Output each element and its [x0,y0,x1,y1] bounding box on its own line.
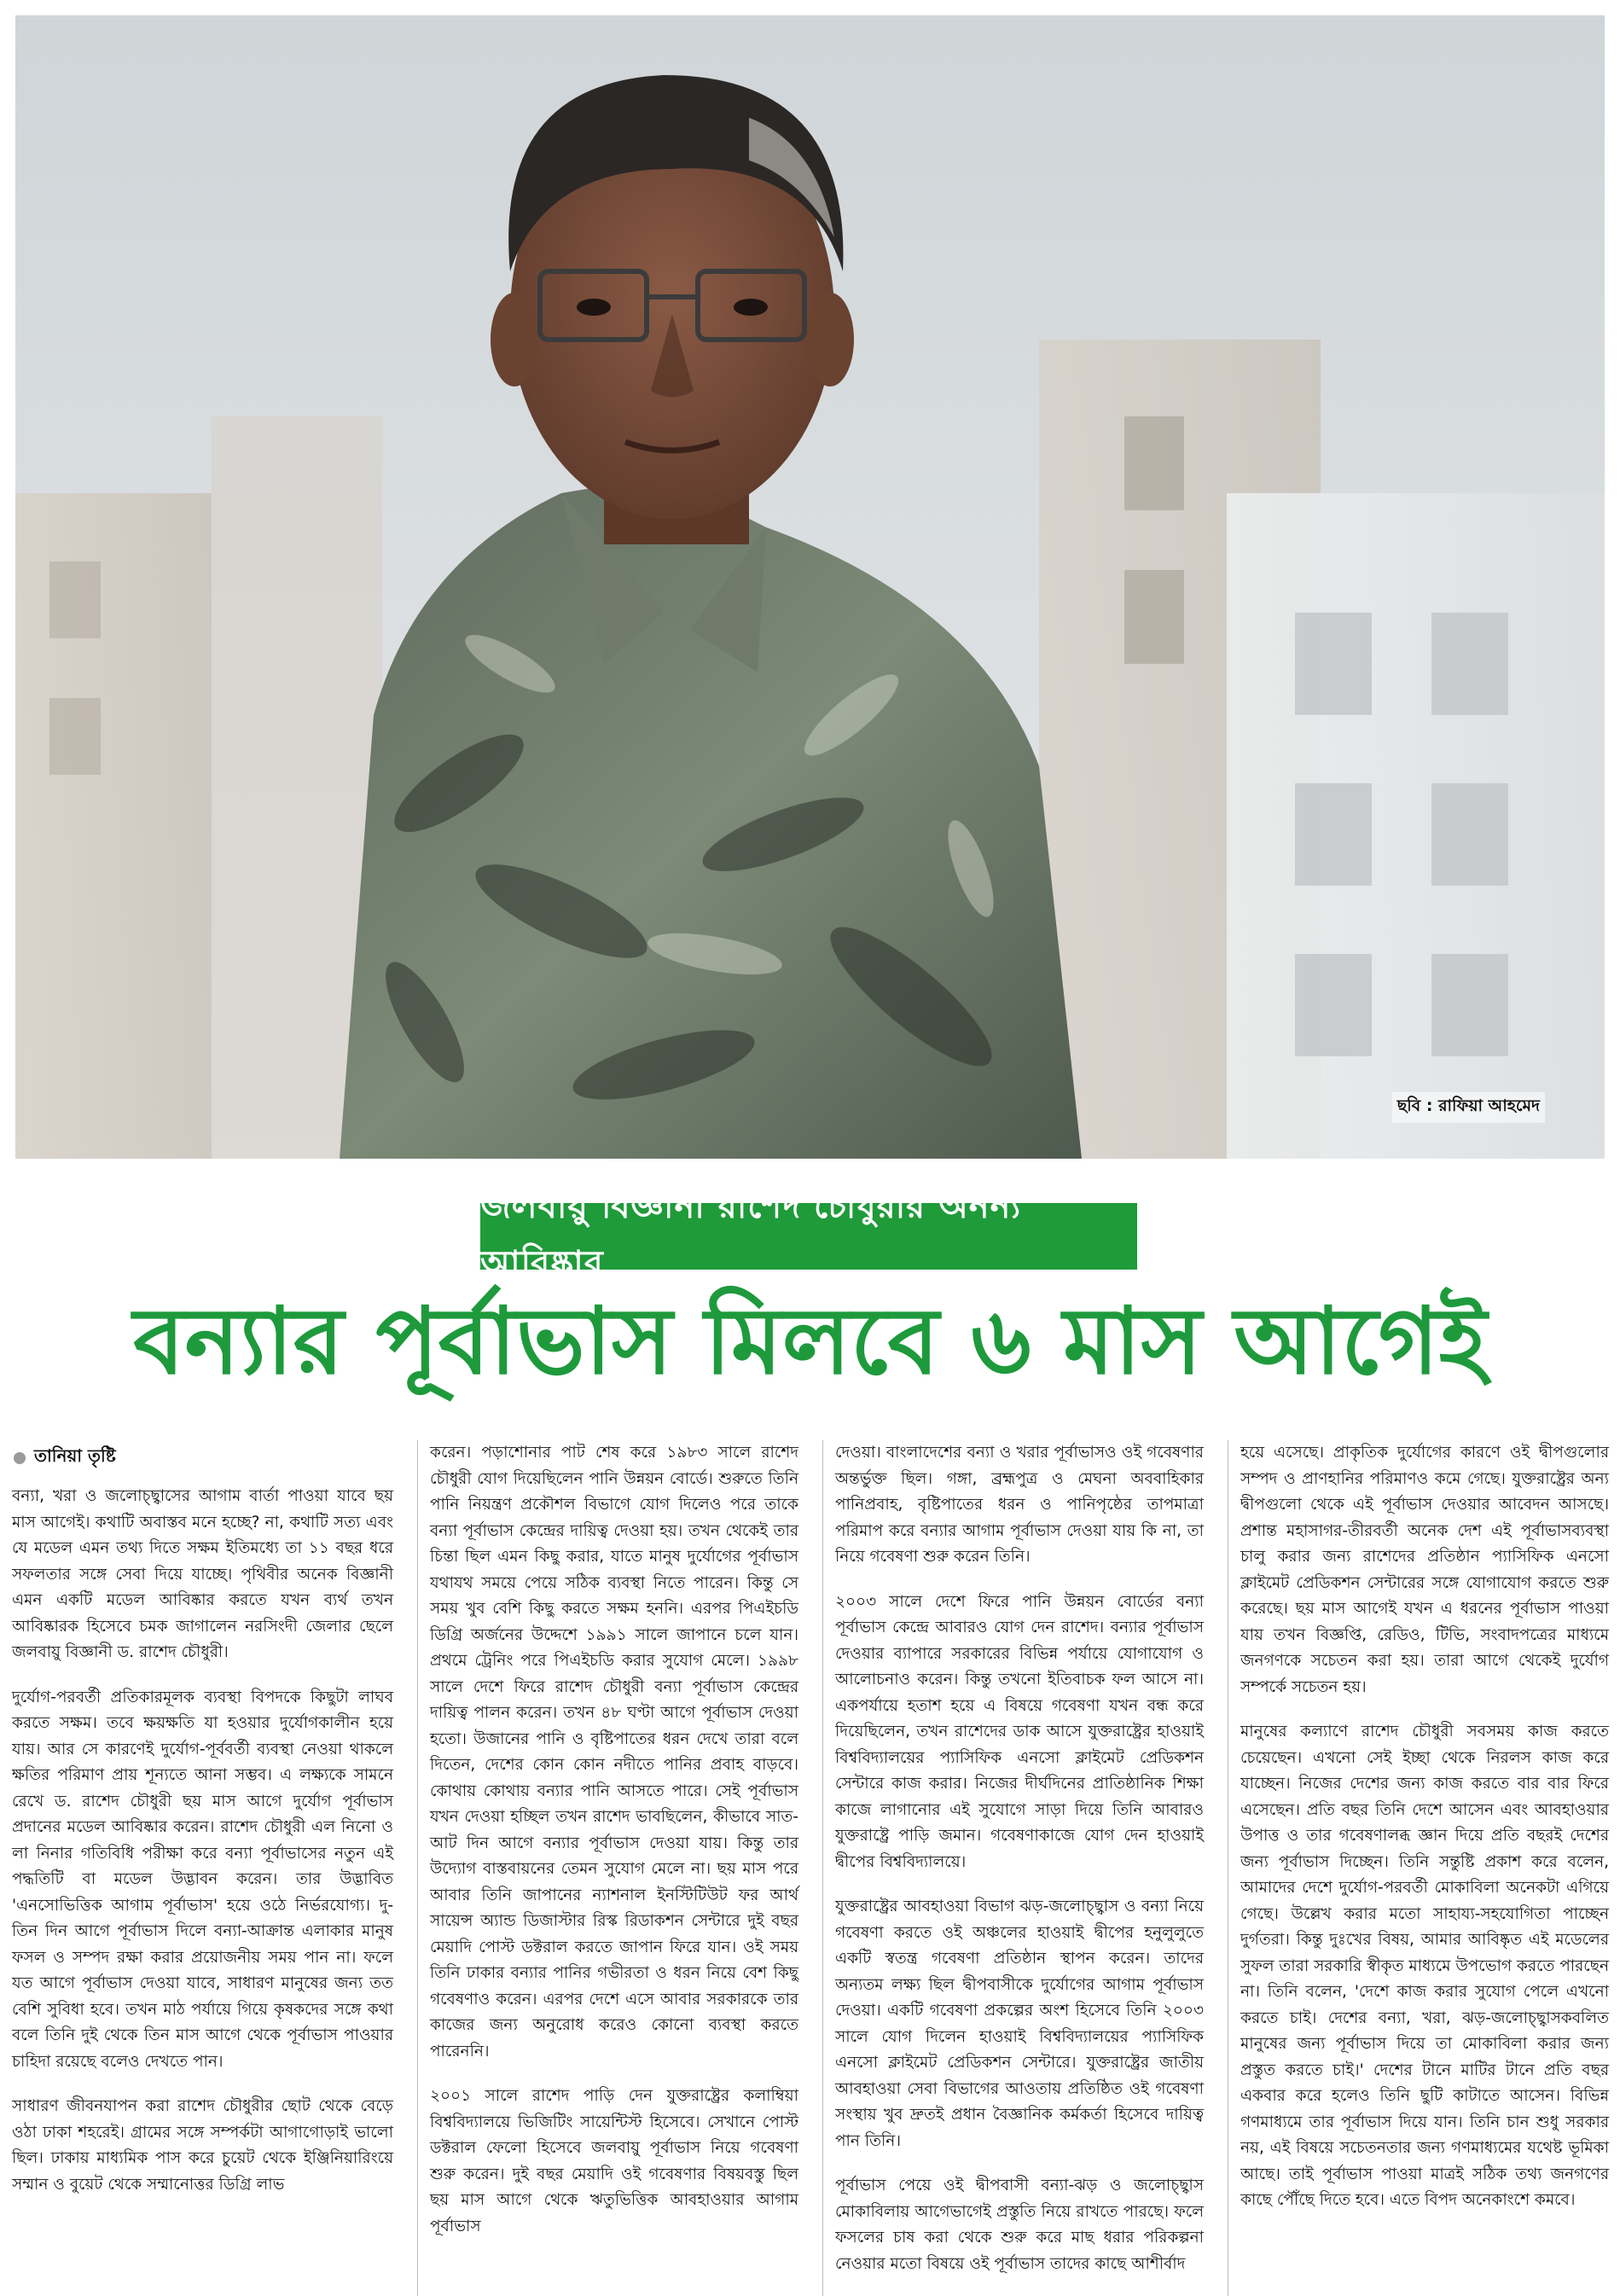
paragraph: বন্যা, খরা ও জলোচ্ছ্বাসের আগাম বার্তা পাওয়া যাবে ছয় মাস আগেই। কথাটি অবাস্তব মনে হচ্ছে? না, কথাটি সত্য এবং যে মডেল এমন তথ্য দিতে সক্ষম ইতিমধ্যে তা ১১ বছর ধরে সফলতার সঙ্গে সেবা দিয়ে যাচ্ছে। পৃথিবীর অনেক বিজ্ঞানী এমন একটি মডেল আবিষ্কার করতে যখন ব্যর্থ তখন আবিষ্কারক হিসেবে চমক জাগালেন নরসিংদী জেলার ছেলে জলবায়ু বিজ্ঞানী ড. রাশেদ চৌধুরী। [12,1487,393,1661]
paragraph: ২০০৩ সালে দেশে ফিরে পানি উন্নয়ন বোর্ডের বন্যা পূর্বাভাস কেন্দ্রে আবারও যোগ দেন রাশেদ। বন্যার পূর্বাভাস দেওয়ার ব্যাপারে সরকারের বিভিন্ন পর্যায়ে যোগাযোগ ও আলোচনাও করেন। কিন্তু তখনো ইতিবাচক ফল আসে না। একপর্যায়ে হতাশ হয়ে এ বিষয়ে গবেষণা যখন বন্ধ করে দিয়েছিলেন, তখন রাশেদের ডাক আসে যুক্তরাষ্ট্রের হাওয়াই বিশ্ববিদ্যালয়ের প্যাসিফিক এনসো ক্লাইমেট প্রেডিকশন সেন্টারে কাজ করার। নিজের দীর্ঘদিনের প্রাতিষ্ঠানিক শিক্ষা কাজে লাগানোর এই সুযোগে সাড়া দিয়ে তিনি আবারও যুক্তরাষ্ট্রে পাড়ি জমান। গবেষণাকাজে যোগ দেন হাওয়াই দ্বীপের বিশ্ববিদ্যালয়ে। [835,1592,1204,1871]
feature-photo [15,15,1605,1159]
article-body [12,1440,1609,2273]
paragraph: দুর্যোগ-পরবর্তী প্রতিকারমূলক ব্যবস্থা বিপদকে কিছুটা লাঘব করতে সক্ষম। তবে ক্ষয়ক্ষতি যা হওয়ার দুর্যোগকালীন হয়ে যায়। আর সে কারণেই দুর্যোগ-পূর্ববর্তী ব্যবস্থা নেওয়া থাকলে ক্ষতির পরিমাণ প্রায় শূন্যতে আনা সম্ভব। এ লক্ষ্যকে সামনে রেখে ড. রাশেদ চৌধুরী ছয় মাস আগে দুর্যোগ পূর্বাভাস প্রদানের মডেল আবিষ্কার করেন। রাশেদ চৌধুরী এল নিনো ও লা নিনার গতিবিধি পরীক্ষা করে বন্যা পূর্বাভাসের নতুন এই পদ্ধতিটি বা মডেল উদ্ভাবন করেন। তার উদ্ভাবিত 'এনসোভিত্তিক আগাম পূর্বাভাস' হয়ে ওঠে নির্ভরযোগ্য। দু-তিন দিন আগে পূর্বাভাস দিলে বন্যা-আক্রান্ত এলাকার মানুষ ফসল ও সম্পদ রক্ষা করার প্রয়োজনীয় সময় পান না। ফলে যত আগে পূর্বাভাস দেওয়া যাবে, সাধারণ মানুষের জন্য তত বেশি সুবিধা হবে। তখন মাঠ পর্যায়ে গিয়ে কৃষকদের সঙ্গে কথা বলে তিনি দুই থেকে তিন মাস আগে থেকে পূর্বাভাস পাওয়ার চাহিদা রয়েছে বলেও দেখতে পান। [12,1688,393,2071]
headline: বন্যার পূর্বাভাস মিলবে ৬ মাস আগেই [133,1288,1487,1395]
photo-illustration [15,15,1605,1159]
paragraph: হয়ে এসেছে। প্রাকৃতিক দুর্যোগের কারণে ওই দ্বীপগুলোর সম্পদ ও প্রাণহানির পরিমাণও কমে গেছে। যুক্তরাষ্ট্রের অন্য দ্বীপগুলো থেকে এই পূর্বাভাস দেওয়ার আবেদন আসছে। প্রশান্ত মহাসাগর-তীরবর্তী অনেক দেশ এই পূর্বাভাসব্যবস্থা চালু করার জন্য রাশেদের প্রতিষ্ঠান প্যাসিফিক এনসো ক্লাইমেট প্রেডিকশন সেন্টারের সঙ্গে যোগাযোগ করতে শুরু করেছে। ছয় মাস আগেই যখন এ ধরনের পূর্বাভাস পাওয়া যায় তখন বিজ্ঞপ্তি, রেডিও, টিভি, সংবাদপত্রের মাধ্যমে জনগণকে সচেতন করা হয়। তারা আগে থেকেই দুর্যোগ সম্পর্কে সচেতন হয়। [1240,1444,1609,1696]
bullet-icon [14,1452,26,1464]
kicker-banner: জলবায়ু বিজ্ঞানী রাশেদ চৌধুরীর অনন্য আবিষ্কার [480,1203,1137,1270]
paragraph: পূর্বাভাস পেয়ে ওই দ্বীপবাসী বন্যা-ঝড় ও জলোচ্ছ্বাস মোকাবিলায় আগেভাগেই প্রস্তুতি নিয়ে রাখতে পারছে। ফলে ফসলের চাষ করা থেকে শুরু করে মাছ ধরার পরিকল্পনা নেওয়ার মতো বিষয়ে ওই পূর্বাভাস তাদের কাছে আশীর্বাদ [835,2177,1204,2273]
paragraph: দেওয়া। বাংলাদেশের বন্যা ও খরার পূর্বাভাসও ওই গবেষণার অন্তর্ভুক্ত ছিল। গঙ্গা, ব্রহ্মপুত্র ও মেঘনা অববাহিকার পানিপ্রবাহ, বৃষ্টিপাতের ধরন ও পানিপৃষ্ঠের তাপমাত্রা পরিমাপ করে বন্যার আগাম পূর্বাভাস দেওয়া যায় কি না, তা নিয়ে গবেষণা শুরু করেন তিনি। [835,1444,1204,1566]
paragraph: মানুষের কল্যাণে রাশেদ চৌধুরী সবসময় কাজ করতে চেয়েছেন। এখনো সেই ইচ্ছা থেকে নিরলস কাজ করে যাচ্ছেন। নিজের দেশের জন্য কাজ করতে বার বার ফিরে এসেছেন। প্রতি বছর তিনি দেশে আসেন এবং আবহাওয়ার উপাত্ত ও তার গবেষণালব্ধ জ্ঞান দিয়ে প্রতি বছরই দেশের জন্য পূর্বাভাস দিচ্ছেন। তিনি সন্তুষ্টি প্রকাশ করে বলেন, আমাদের দেশে দুর্যোগ-পরবর্তী মোকাবিলা অনেকটা এগিয়ে গেছে। উল্লেখ করার মতো সাহায্য-সহযোগিতা পাচ্ছেন দুর্গতরা। কিন্তু দুঃখের বিষয়, আমার আবিষ্কৃত এই মডেলের সুফল তারা সরকারি স্বীকৃত মাধ্যমে উপভোগ করতে পারছেন না। তিনি বলেন, 'দেশে কাজ করার সুযোগ পেলে এখনো করতে চাই। দেশের বন্যা, খরা, ঝড়-জলোচ্ছ্বাসকবলিত মানুষের জন্য পূর্বাভাস দিয়ে তা মোকাবিলা করার জন্য প্রস্তুত করতে চাই।' দেশের টানে মাটির টানে প্রতি বছর একবার করে হলেও তিনি ছুটি কাটাতে আসেন। বিভিন্ন গণমাধ্যমে তার পূর্বাভাস দিয়ে যান। তিনি চান শুধু সরকার নয়, এই বিষয়ে সচেতনতার জন্য গণমাধ্যমের যথেষ্ট ভূমিকা আছে। তাই পূর্বাভাস পাওয়া মাত্রই সঠিক তথ্য জনগণের কাছে পৌঁছে দিতে হবে। এতে বিপদ অনেকাংশে কমবে। [1240,1723,1609,2209]
byline [12,1444,393,1472]
paragraph: ২০০১ সালে রাশেদ পাড়ি দেন যুক্তরাষ্ট্রের কলাম্বিয়া বিশ্ববিদ্যালয়ে ভিজিটিং সায়েন্টিস্ট হিসেবে। সেখানে পোস্ট ডক্টরাল ফেলো হিসেবে জলবায়ু পূর্বাভাস নিয়ে গবেষণা শুরু করেন। দুই বছর মেয়াদি ওই গবেষণার বিষয়বস্তু ছিল ছয় মাস আগে থেকে ঋতুভিত্তিক আবহাওয়ার আগাম পূর্বাভাস [430,2087,798,2235]
column-4 [1228,1440,1609,2296]
column-1 [12,1440,393,2296]
column-2 [417,1440,798,2296]
photo-credit: ছবি : রাফিয়া আহমেদ [1392,1092,1545,1123]
paragraph: সাধারণ জীবনযাপন করা রাশেদ চৌধুরীর ছোট থেকে বেড়ে ওঠা ঢাকা শহরেই। গ্রামের সঙ্গে সম্পর্কটা আগাগোড়াই ভালো ছিল। ঢাকায় মাধ্যমিক পাস করে চুয়েট থেকে ইঞ্জিনিয়ারিংয়ে সম্মান ও বুয়েট থেকে সম্মানোত্তর ডিগ্রি লাভ [12,2097,393,2194]
byline-author: তানিয়া তৃষ্টি [34,1445,116,1466]
paragraph: করেন। পড়াশোনার পাট শেষ করে ১৯৮৩ সালে রাশেদ চৌধুরী যোগ দিয়েছিলেন পানি উন্নয়ন বোর্ডে। শুরুতে তিনি পানি নিয়ন্ত্রণ প্রকৌশল বিভাগে যোগ দিলেও পরে তাকে বন্যা পূর্বাভাস কেন্দ্রের দায়িত্ব দেওয়া হয়। তখন থেকেই তার চিন্তা ছিল এমন কিছু করার, যাতে মানুষ দুর্যোগের পূর্বাভাস যথাযথ সময়ে পেয়ে সঠিক ব্যবস্থা নিতে পারেন। কিন্তু সে সময় খুব বেশি কিছু করতে সক্ষম হননি। এরপর পিএইচডি ডিগ্রি অর্জনের উদ্দেশে ১৯৯১ সালে জাপানে চলে যান। প্রথমে ট্রেনিং পরে পিএইচডি করার সুযোগ মেলে। ১৯৯৮ সালে দেশে ফিরে রাশেদ চৌধুরী বন্যা পূর্বাভাস কেন্দ্রের দায়িত্ব পালন করেন। তখন ৪৮ ঘণ্টা আগে পূর্বাভাস দেওয়া হতো। উজানের পানি ও বৃষ্টিপাতের ধরন দেখে তারা বলে দিতেন, দেশের কোন কোন নদীতে পানির প্রবাহ বাড়বে। কোথায় কোথায় বন্যার পানি আসতে পারে। সেই পূর্বাভাস যখন দেওয়া হচ্ছিল তখন রাশেদ ভাবছিলেন, কীভাবে সাত-আট দিন আগে বন্যার পূর্বাভাস দেওয়া যায়। কিন্তু তার উদ্যোগ বাস্তবায়নের তেমন সুযোগ মেলে না। ছয় মাস পরে আবার তিনি জাপানের ন্যাশনাল ইনস্টিটিউট ফর আর্থ সায়েন্স অ্যান্ড ডিজাস্টার রিস্ক রিডাকশন সেন্টারে দুই বছর মেয়াদি পোস্ট ডক্টরাল করতে জাপান ফিরে যান। ওই সময় তিনি ঢাকার বন্যার পানির গভীরতা ও ধরন নিয়ে বেশ কিছু গবেষণাও করেন। এরপর দেশে এসে আবার সরকারকে তার কাজের জন্য অনুরোধ করেও কোনো ব্যবস্থা করতে পারেননি। [430,1444,798,2061]
paragraph: যুক্তরাষ্ট্রের আবহাওয়া বিভাগ ঝড়-জলোচ্ছ্বাস ও বন্যা নিয়ে গবেষণা করতে ওই অঞ্চলের হাওয়াই দ্বীপের হনুলুলুতে একটি স্বতন্ত্র গবেষণা প্রতিষ্ঠান স্থাপন করেন। তাদের অন্যতম লক্ষ্য ছিল দ্বীপবাসীকে দুর্যোগের আগাম পূর্বাভাস দেওয়া। একটি গবেষণা প্রকল্পের অংশ হিসেবে তিনি ২০০৩ সালে যোগ দিলেন হাওয়াই বিশ্ববিদ্যালয়ের প্যাসিফিক এনসো ক্লাইমেট প্রেডিকশন সেন্টারে। যুক্তরাষ্ট্রের জাতীয় আবহাওয়া সেবা বিভাগের আওতায় প্রতিষ্ঠিত ওই গবেষণা সংস্থায় খুব দ্রুতই প্রধান বৈজ্ঞানিক কর্মকর্তা হিসেবে দায়িত্ব পান তিনি। [835,1898,1204,2150]
column-3 [822,1440,1204,2296]
